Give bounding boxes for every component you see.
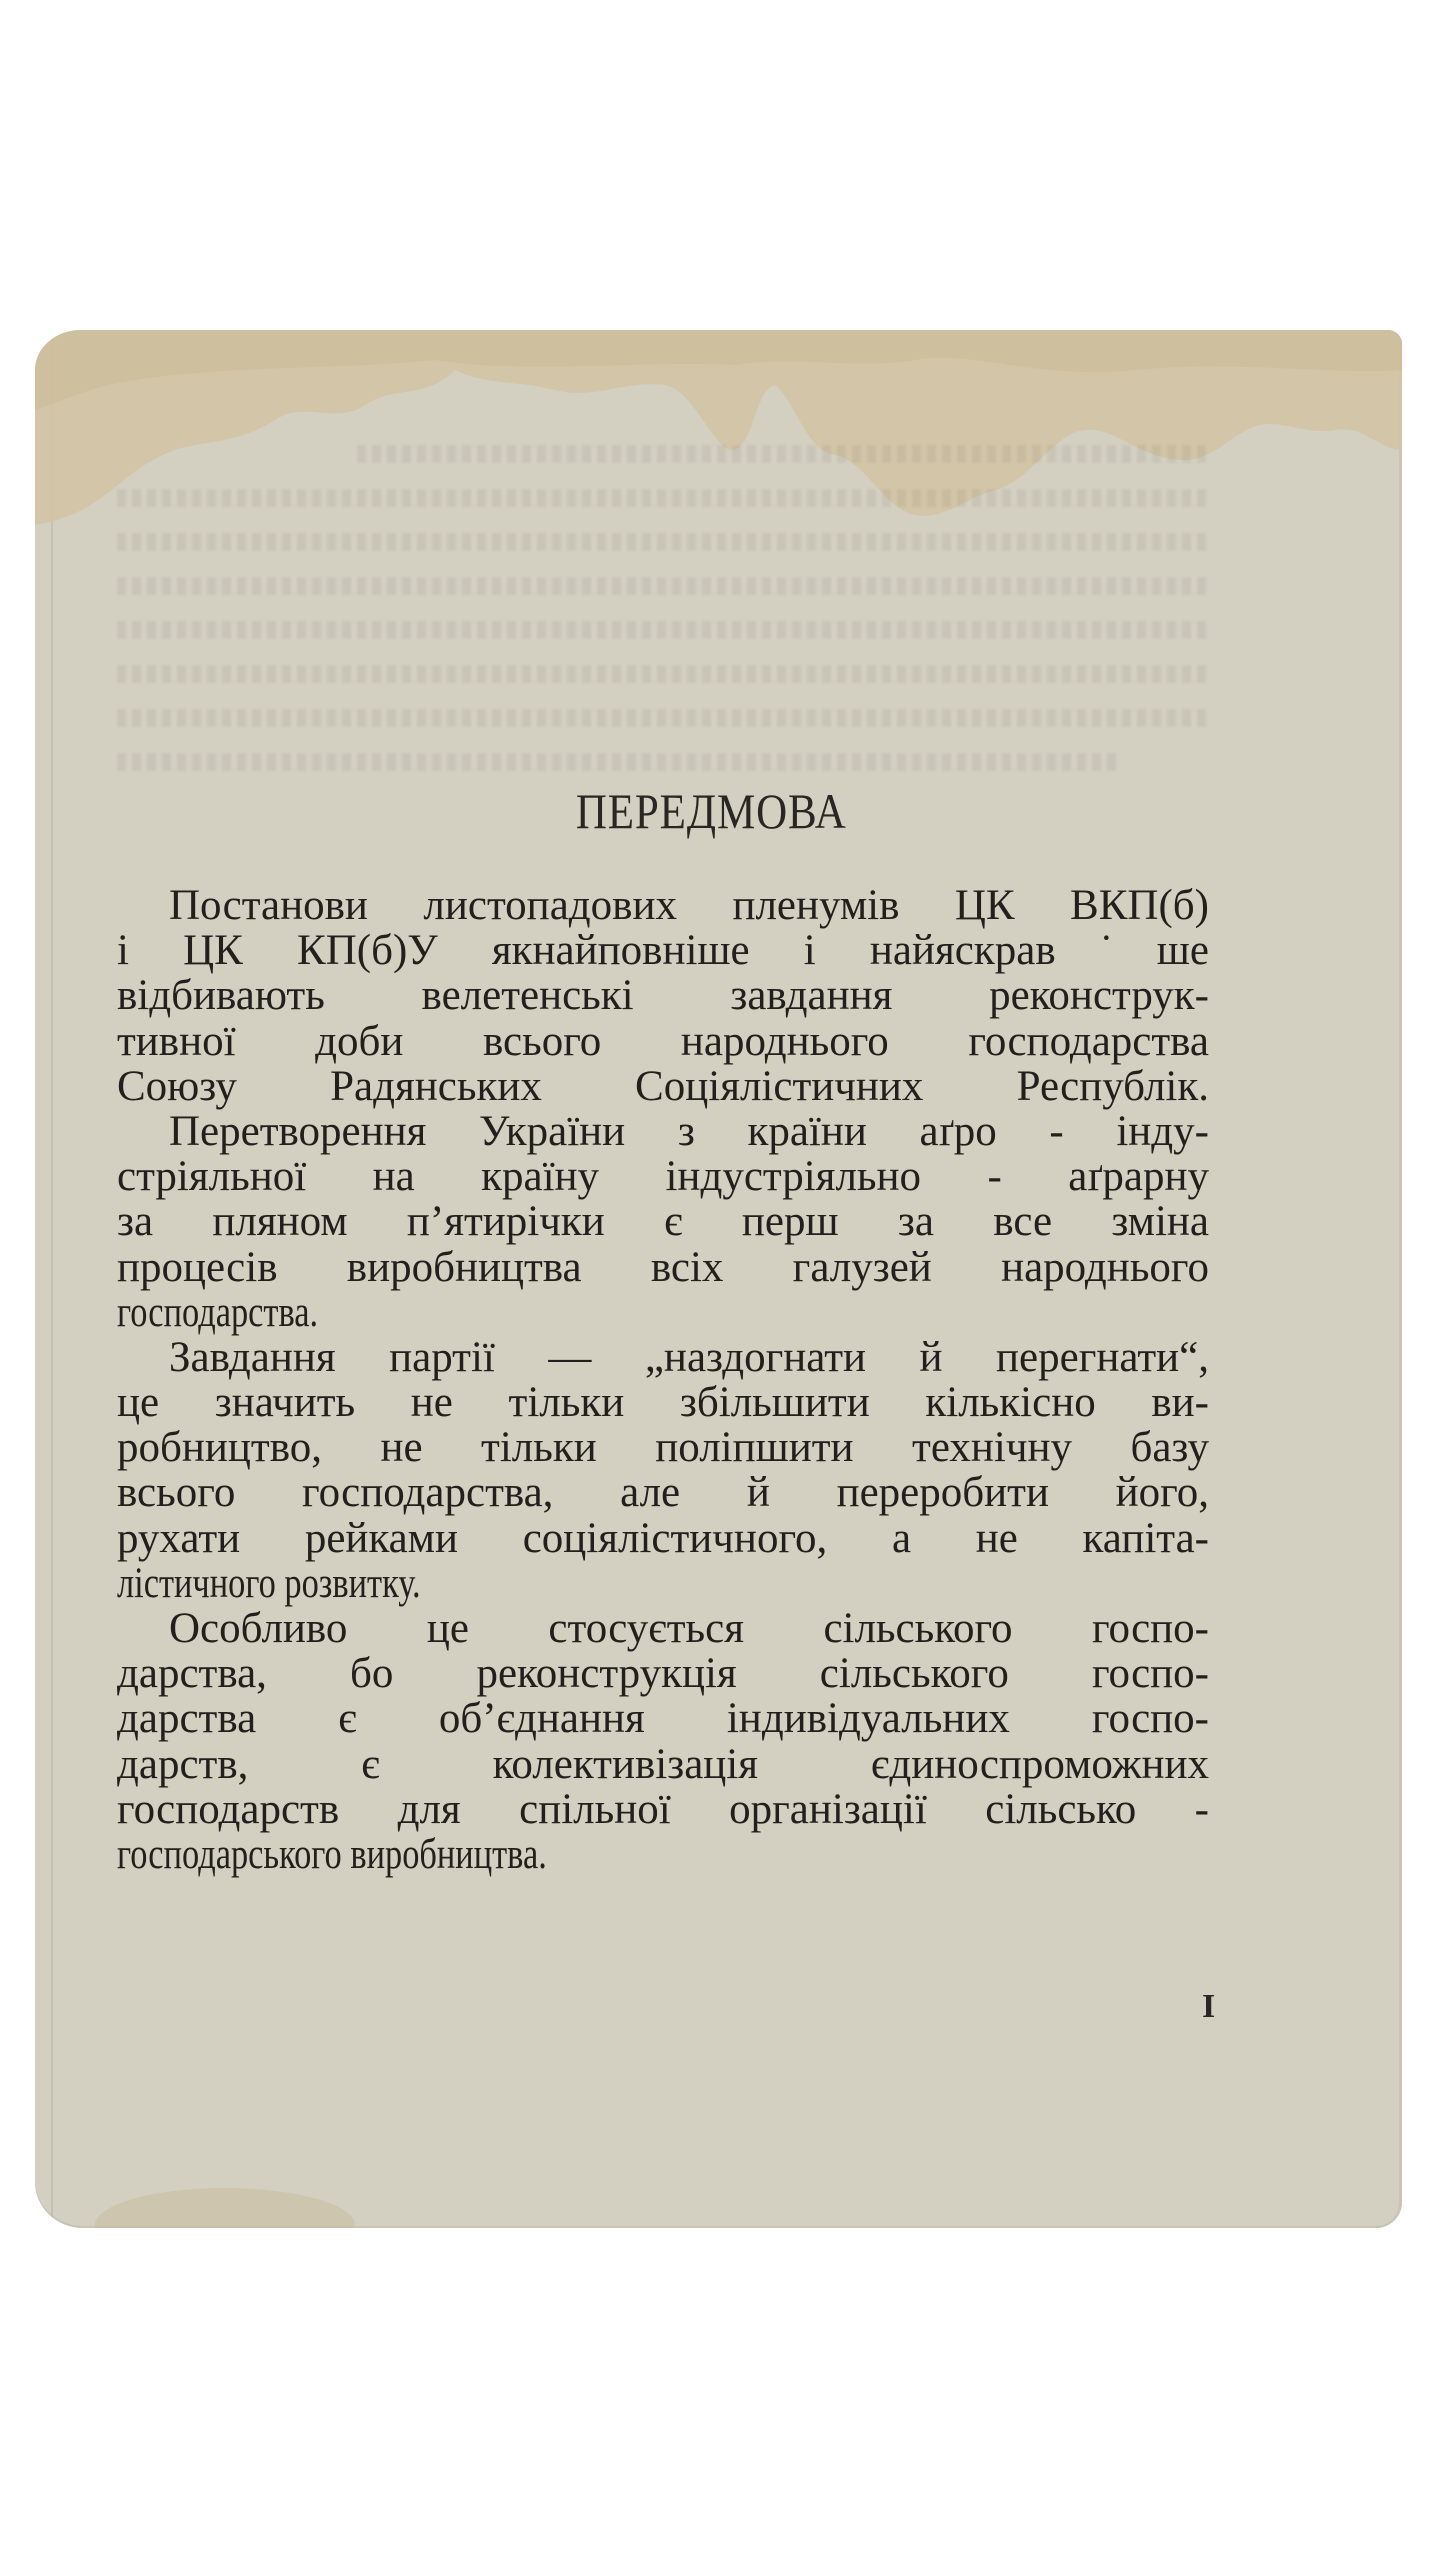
text-line: господарського виробництва.: [117, 1830, 547, 1878]
text-line: Постанови листопадових пленумів ЦК ВКП(б): [169, 882, 1209, 929]
text-line: господарств для спільної організації сільсько -: [117, 1785, 1209, 1833]
text-line: робництво, не тільки поліпшити технічну базу: [117, 1424, 1209, 1472]
book-page: [35, 330, 1402, 2228]
text-line: процесів виробництва всіх галузей народнього: [117, 1243, 1209, 1291]
text-line: відбивають велетенські завдання реконструк-: [117, 972, 1209, 1020]
preface-body: [117, 883, 1209, 1877]
text-line: дарства є об’єднання індивідуальних госпо-: [117, 1695, 1209, 1743]
page-title: ПЕРЕДМОВА: [575, 783, 847, 839]
text-line: рухати рейками соціялістичного, а не капіта-: [117, 1514, 1209, 1562]
text-line: дарств, є колективізація єдиноспроможних: [117, 1740, 1209, 1788]
page-number: I: [1202, 1988, 1216, 2025]
binding-crease: [51, 330, 53, 2228]
text-line: всього господарства, але й переробити його,: [117, 1469, 1209, 1517]
text-line: дарства, бо реконструкція сільського госпо-: [117, 1650, 1209, 1698]
text-line: стріяльної на країну індустріяльно - аґрарну: [117, 1153, 1209, 1201]
text-line: це значить не тільки збільшити кількісно ви-: [117, 1379, 1209, 1427]
text-line: тивної доби всього народнього господарства: [117, 1017, 1209, 1065]
text-line: Завдання партії — „наздогнати й перегнати“,: [169, 1333, 1209, 1381]
text-line: за пляном п’ятирічки є перш за все зміна: [117, 1198, 1209, 1246]
text-line: і ЦК КП(б)У якнайповніше і найяскрав˙ше: [117, 927, 1209, 975]
water-stain: [35, 330, 1402, 590]
corner-stain: [95, 2188, 355, 2228]
paragraph: [117, 883, 1209, 1109]
paragraph: [117, 1109, 1209, 1335]
text-line: лістичного розвитку.: [117, 1559, 421, 1607]
text-line: Перетворення України з країни аґро - інду-: [169, 1107, 1209, 1155]
paragraph: [117, 1606, 1209, 1877]
text-line: Союзу Радянських Соціялістичних Республік.: [117, 1062, 1209, 1110]
text-line: Особливо це стосується сільського госпо-: [169, 1605, 1209, 1652]
bleed-through-text: [117, 445, 1207, 805]
paragraph: [117, 1335, 1209, 1606]
text-line: господарства.: [117, 1288, 319, 1336]
